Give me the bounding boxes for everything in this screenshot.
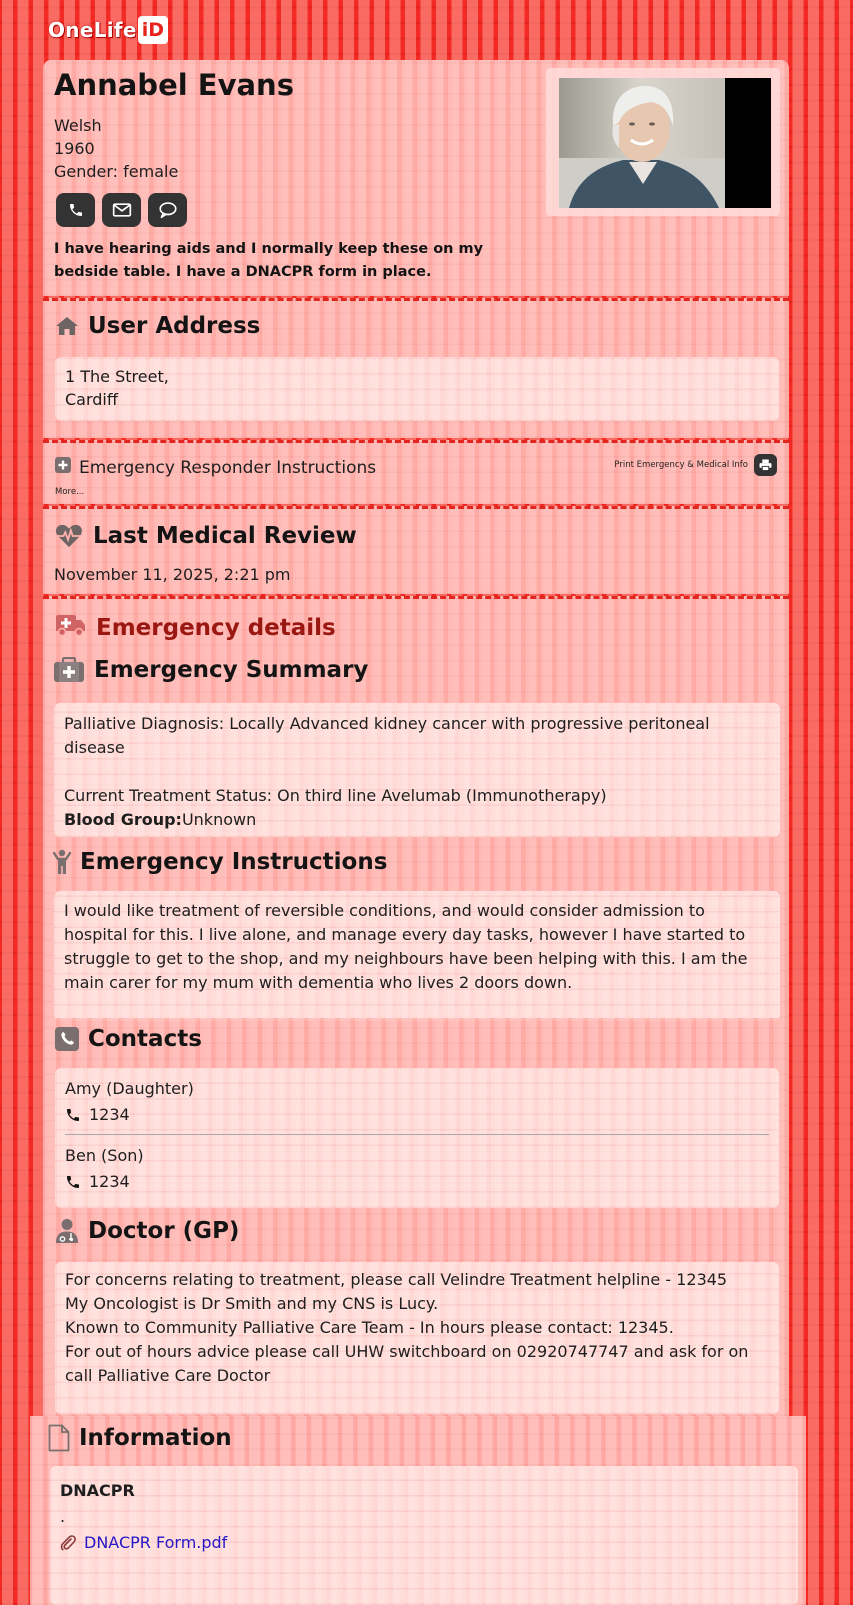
profile-meta (54, 114, 178, 183)
information-value: . (60, 1507, 66, 1526)
plus-square-icon (55, 457, 71, 478)
summary-treatment: Current Treatment Status: On third line Avelumab (Immunotherapy) (64, 786, 607, 805)
phone-icon (68, 202, 84, 218)
address-line-2: Cardiff (65, 390, 118, 409)
summary-blood-group (64, 808, 770, 832)
last-review-section (43, 506, 789, 594)
summary-title: Emergency Summary (94, 657, 369, 683)
contacts-header (55, 1026, 202, 1052)
attachment-name: DNACPR Form.pdf (84, 1533, 228, 1552)
instructions-text: I would like treatment of reversible conditions, and would consider admission to hospital for this. I live alone, and manage every day tasks, however I have started to struggle to get to the shop, and my neighbours have been helping with this. I am the main carer for my mum with dementia who lives 2 doors down. (64, 901, 748, 992)
contact-phone[interactable] (65, 1169, 769, 1195)
contacts-card (55, 1068, 779, 1208)
summary-diagnosis: Palliative Diagnosis: Locally Advanced kidney cancer with progressive peritoneal disease (64, 714, 710, 757)
contact-name: Ben (Son) (65, 1146, 144, 1165)
doctor-line: For concerns relating to treatment, please call Velindre Treatment helpline - 12345 (65, 1270, 728, 1289)
contacts-title: Contacts (88, 1026, 202, 1052)
onelife-logo[interactable] (48, 14, 168, 46)
message-button[interactable] (148, 193, 187, 227)
doctor-line: For out of hours advice please call UHW switchboard on 02920747747 and ask for on call Palliative Care Doctor (65, 1342, 749, 1385)
paperclip-icon (60, 1535, 76, 1551)
more-link[interactable]: More... (55, 487, 85, 497)
contact-name: Amy (Daughter) (65, 1079, 194, 1098)
information-title: Information (79, 1425, 232, 1451)
doctor-title: Doctor (GP) (88, 1218, 240, 1244)
profile-card (43, 60, 789, 296)
information-card (50, 1466, 798, 1605)
logo-text: OneLife (48, 18, 137, 42)
doctor-line: Known to Community Palliative Care Team - In hours please contact: 12345. (65, 1318, 674, 1337)
summary-card (54, 703, 780, 837)
phone-icon (65, 1174, 81, 1190)
heartbeat-icon (54, 524, 84, 548)
chat-icon (158, 201, 178, 219)
print-label: Print Emergency & Medical Info (614, 460, 748, 470)
portrait-image (559, 78, 771, 208)
logo-badge: iD (138, 16, 168, 44)
print-info (614, 454, 777, 476)
medkit-icon (53, 657, 85, 683)
blood-group-label: Blood Group: (64, 810, 182, 829)
address-header (55, 313, 260, 339)
responder-title: Emergency Responder Instructions (79, 457, 377, 478)
contact-phone[interactable] (65, 1102, 769, 1128)
file-icon (48, 1424, 70, 1452)
phone-icon (65, 1107, 81, 1123)
responder-toggle[interactable] (55, 457, 376, 478)
review-header (54, 523, 357, 549)
printer-icon (759, 459, 772, 471)
address-card (55, 357, 779, 421)
information-label: DNACPR (60, 1481, 135, 1500)
emergency-header (54, 613, 336, 643)
review-date: November 11, 2025, 2:21 pm (54, 565, 291, 584)
contact-item (65, 1074, 769, 1134)
profile-name: Annabel Evans (54, 68, 294, 102)
summary-header (53, 657, 368, 683)
print-button[interactable] (754, 454, 777, 476)
instructions-card (54, 891, 780, 1021)
profile-photo-frame (546, 68, 780, 216)
address-section (43, 298, 789, 438)
emergency-title: Emergency details (96, 615, 336, 641)
profile-birth-year: 1960 (54, 139, 95, 158)
contact-buttons (56, 193, 187, 227)
call-button[interactable] (56, 193, 95, 227)
contact-phone-number: 1234 (89, 1105, 130, 1124)
phone-square-icon (55, 1027, 79, 1051)
profile-nationality: Welsh (54, 116, 102, 135)
instructions-header (53, 849, 387, 875)
instructions-title: Emergency Instructions (80, 849, 388, 875)
ambulance-icon (54, 613, 86, 643)
information-section (30, 1416, 806, 1605)
review-title: Last Medical Review (93, 523, 357, 549)
doctor-header (55, 1218, 239, 1244)
contact-item (65, 1134, 769, 1201)
information-header (48, 1424, 232, 1452)
doctor-card (55, 1262, 779, 1414)
home-icon (55, 316, 79, 336)
person-icon (53, 849, 71, 875)
responder-section (43, 440, 789, 504)
contacts-section (43, 1018, 789, 1416)
profile-note: I have hearing aids and I normally keep these on my bedside table. I have a DNACPR form in place. (54, 241, 484, 280)
emergency-section (43, 596, 789, 1018)
address-line-1: 1 The Street, (65, 367, 169, 386)
doctor-icon (55, 1218, 79, 1244)
attachment-link[interactable] (60, 1530, 788, 1556)
email-button[interactable] (102, 193, 141, 227)
envelope-icon (112, 202, 132, 218)
contact-phone-number: 1234 (89, 1172, 130, 1191)
address-title: User Address (88, 313, 261, 339)
doctor-line: My Oncologist is Dr Smith and my CNS is Lucy. (65, 1294, 439, 1313)
profile-gender: Gender: female (54, 162, 179, 181)
blood-group-value: Unknown (181, 810, 257, 829)
profile-photo[interactable] (559, 78, 771, 208)
